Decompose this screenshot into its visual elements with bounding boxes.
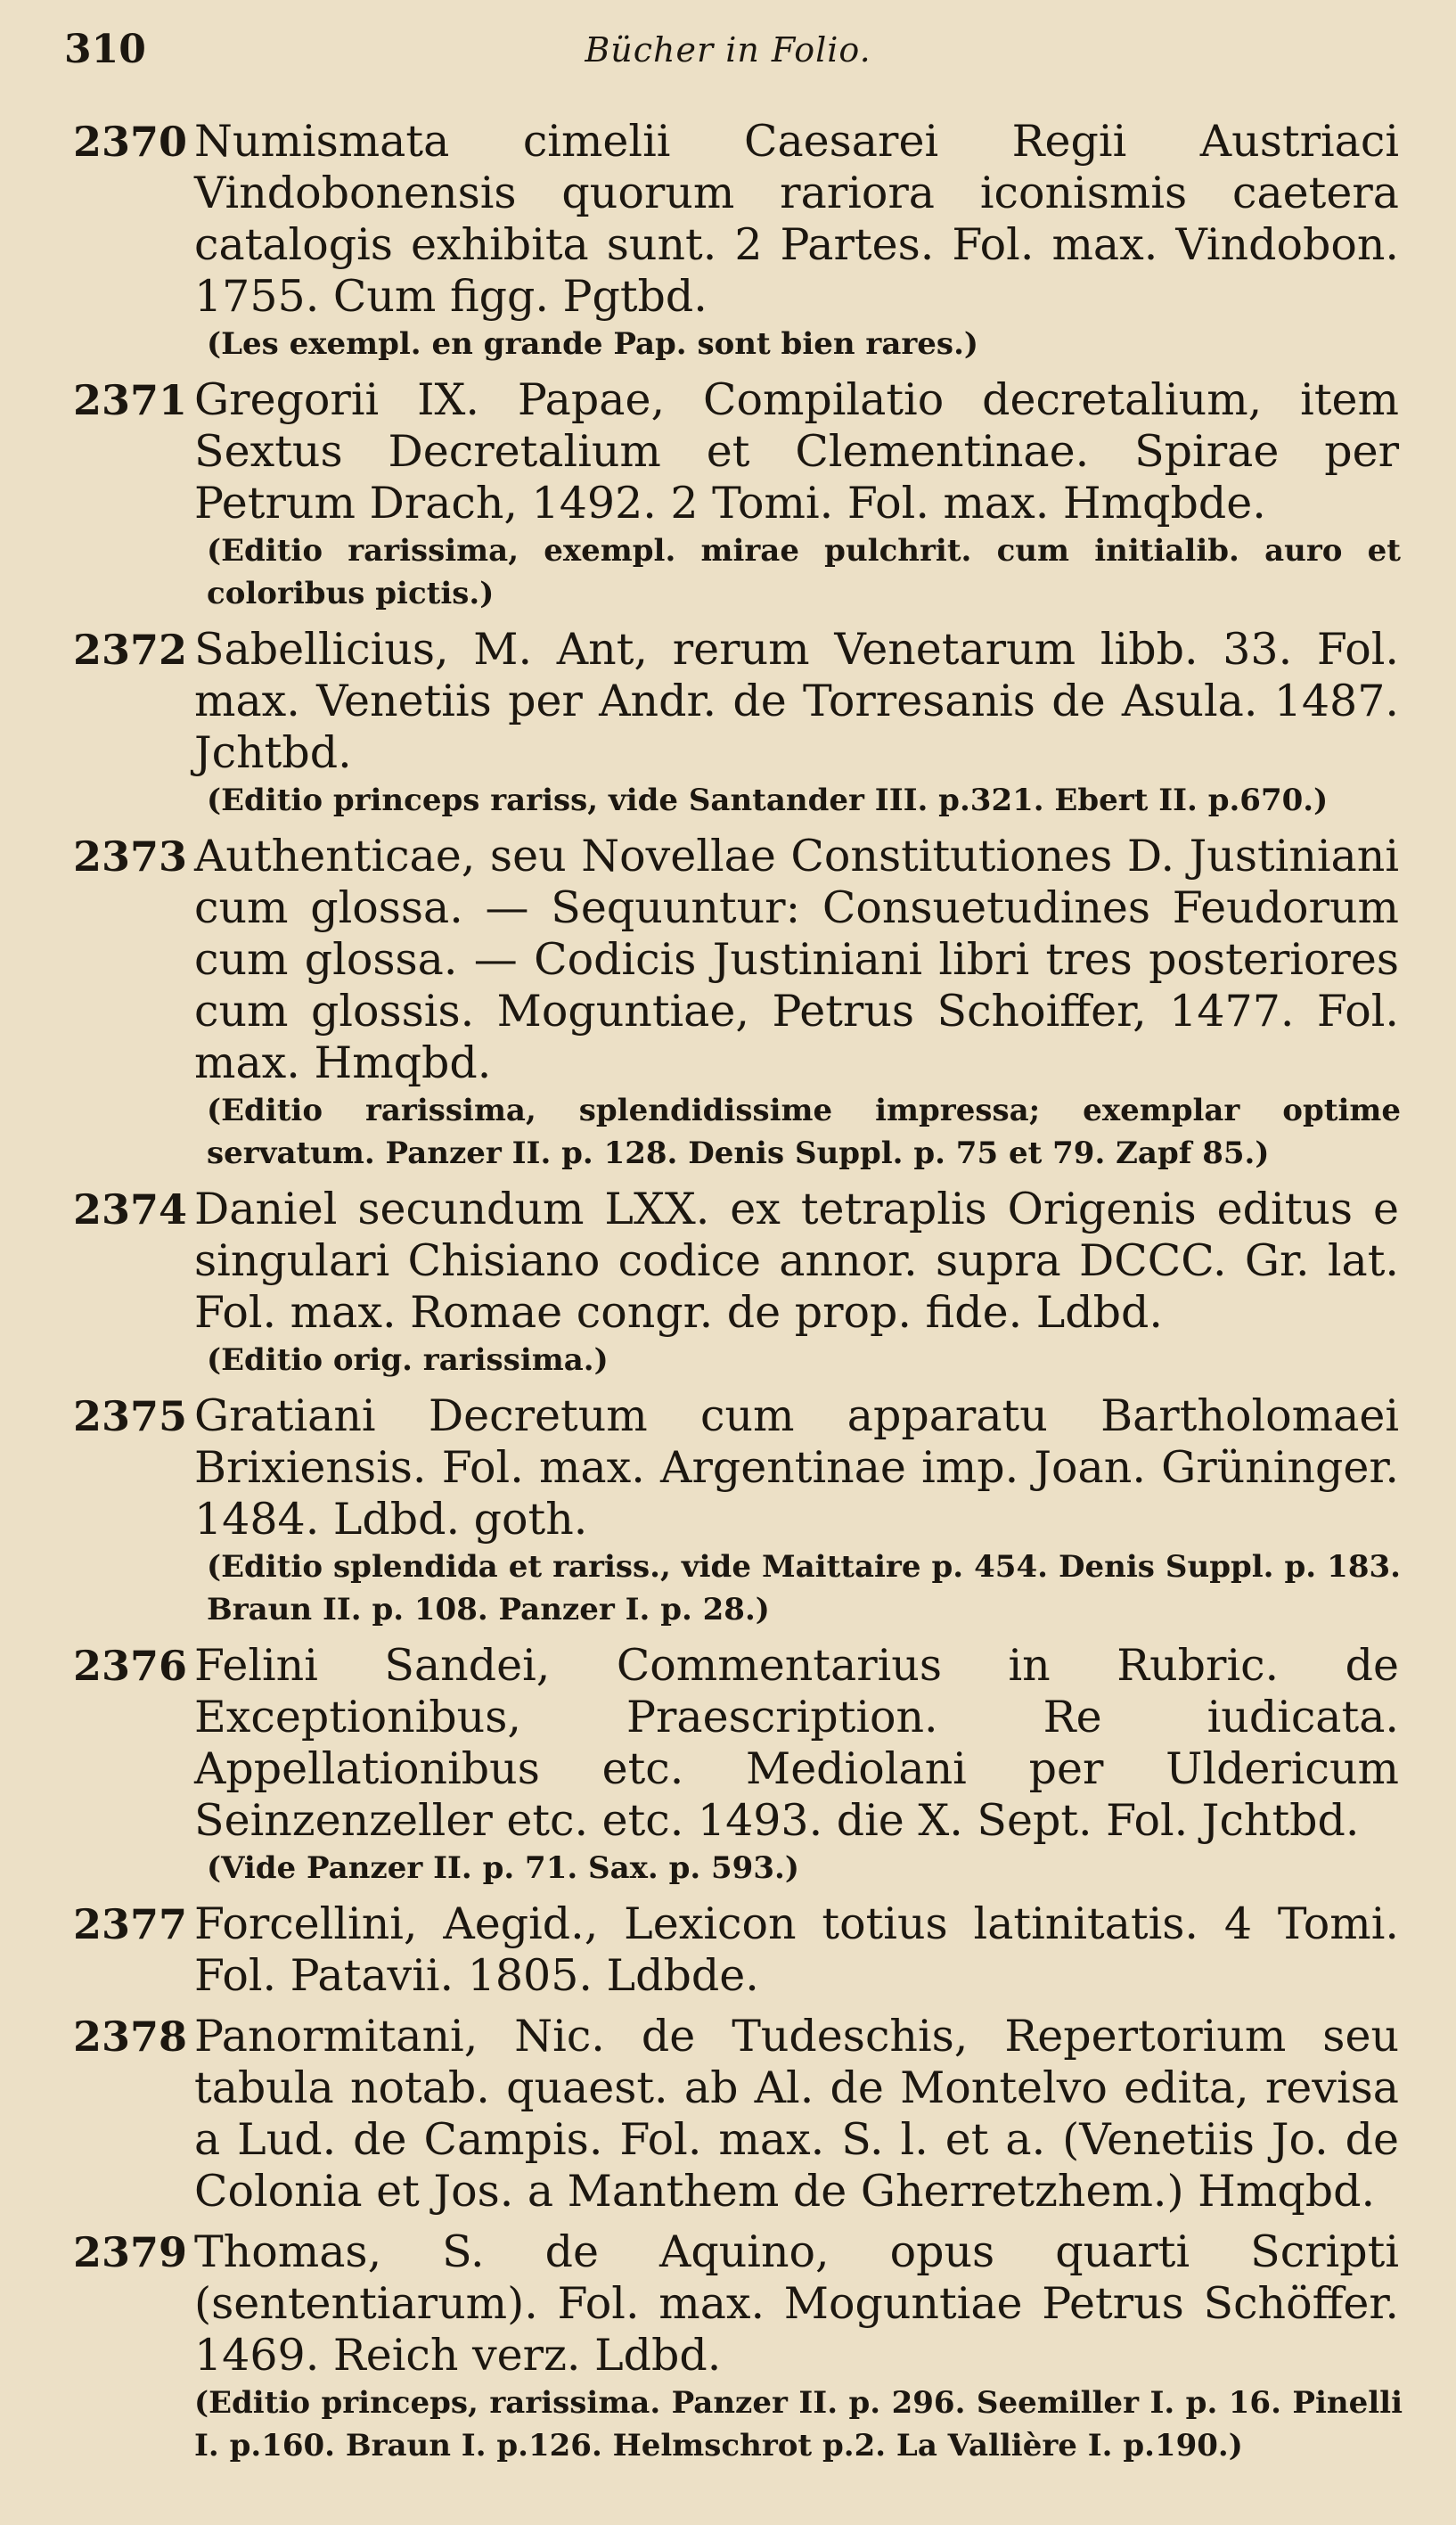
entry-title: Sabellicius, M. Ant, rerum Venetarum libb. 33. Fol. max. Venetiis per Andr. de Torresanis de Asula. 1487. Jchtbd.	[194, 624, 1399, 778]
entry-title: Numismata cimelii Caesarei Regii Austriaci Vindobonensis quorum rariora iconismis caetera catalogis exhibita sunt. 2 Partes. Fol. max. Vindobon. 1755. Cum figg. Pgtbd.	[194, 116, 1399, 322]
catalog-entry	[0, 116, 1456, 365]
entry-note: (Editio rarissima, exempl. mirae pulchrit. cum initialib. auro et coloribus pictis.)	[207, 533, 1401, 611]
entry-title: Thomas, S. de Aquino, opus quarti Scripti (sententiarum). Fol. max. Moguntiae Petrus Schöffer. 1469. Reich verz. Ldbd.	[194, 2226, 1399, 2381]
entry-note: (Les exempl. en grande Pap. sont bien rares.)	[207, 326, 978, 362]
entry-note: (Editio orig. rarissima.)	[207, 1342, 609, 1378]
entry-title: Authenticae, seu Novellae Constitutiones D. Justiniani cum glossa. — Sequuntur: Consuetudines Feudorum cum glossa. — Codicis Justiniani libri tres posteriores cum glossis. Moguntiae, Petrus Schoiffer, 1477. Fol. max. Hmqbd.	[194, 831, 1399, 1088]
lot-number: 2378	[73, 2013, 188, 2061]
catalog-entry	[0, 1390, 1456, 1631]
lot-number: 2373	[73, 832, 188, 881]
catalog-entries	[0, 116, 1456, 2476]
lot-number: 2372	[73, 626, 188, 674]
entry-title: Forcellini, Aegid., Lexicon totius latinitatis. 4 Tomi. Fol. Patavii. 1805. Ldbde.	[194, 1898, 1399, 2001]
lot-number: 2376	[73, 1642, 188, 1690]
lot-number: 2370	[73, 118, 188, 166]
lot-number: 2377	[73, 1900, 188, 1948]
page-number: 310	[64, 27, 146, 72]
page-header	[0, 27, 1456, 89]
entry-note: (Editio rarissima, splendidissime impressa; exemplar optime servatum. Panzer II. p. 128. Denis Suppl. p. 75 et 79. Zapf 85.)	[207, 1093, 1401, 1171]
catalog-entry	[0, 1898, 1456, 2002]
entry-title: Gregorii IX. Papae, Compilatio decretalium, item Sextus Decretalium et Clementinae. Spirae per Petrum Drach, 1492. 2 Tomi. Fol. max. Hmqbde.	[194, 374, 1399, 529]
catalog-entry	[0, 1184, 1456, 1381]
lot-number: 2371	[73, 376, 188, 424]
catalog-entry	[0, 2226, 1456, 2467]
entry-note: (Editio princeps, rarissima. Panzer II. p. 296. Seemiller I. p. 16. Pinelli I. p.160. Braun I. p.126. Helmschrot p.2. La Vallière I. p.190.)	[194, 2385, 1403, 2464]
entry-title: Gratiani Decretum cum apparatu Bartholomaei Brixiensis. Fol. max. Argentinae imp. Joan. Grüninger. 1484. Ldbd. goth.	[194, 1390, 1399, 1545]
running-head: Bücher in Folio.	[585, 30, 871, 70]
catalog-entry	[0, 2011, 1456, 2218]
catalog-entry	[0, 831, 1456, 1175]
catalog-entry	[0, 1640, 1456, 1890]
lot-number: 2374	[73, 1185, 188, 1234]
entry-title: Panormitani, Nic. de Tudeschis, Repertorium seu tabula notab. quaest. ab Al. de Montelvo edita, revisa a Lud. de Campis. Fol. max. S. l. et a. (Venetiis Jo. de Colonia et Jos. a Manthem de Gherretzhem.) Hmqbd.	[194, 2011, 1399, 2217]
catalog-entry	[0, 624, 1456, 822]
entry-note: (Editio splendida et rariss., vide Maittaire p. 454. Denis Suppl. p. 183. Braun II. p. 108. Panzer I. p. 28.)	[207, 1549, 1401, 1627]
entry-note: (Editio princeps rariss, vide Santander III. p.321. Ebert II. p.670.)	[207, 783, 1329, 818]
lot-number: 2379	[73, 2228, 188, 2276]
entry-note: (Vide Panzer II. p. 71. Sax. p. 593.)	[207, 1850, 799, 1886]
catalog-entry	[0, 374, 1456, 615]
entry-title: Felini Sandei, Commentarius in Rubric. de Exceptionibus, Praescription. Re iudicata. Appellationibus etc. Mediolani per Uldericum Seinzenzeller etc. etc. 1493. die X. Sept. Fol. Jchtbd.	[194, 1640, 1399, 1846]
entry-title: Daniel secundum LXX. ex tetraplis Origenis editus e singulari Chisiano codice annor. supra DCCC. Gr. lat. Fol. max. Romae congr. de prop. fide. Ldbd.	[194, 1184, 1399, 1338]
lot-number: 2375	[73, 1392, 188, 1440]
